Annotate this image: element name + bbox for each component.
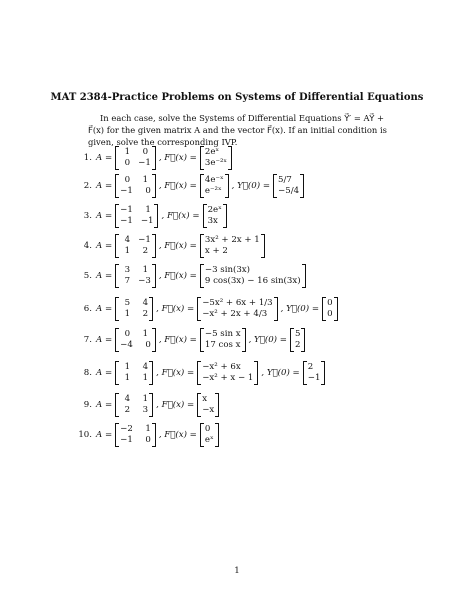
problem-item <box>70 204 230 228</box>
vector-f-entry: −x² + 6x <box>202 362 241 372</box>
forcing-label: , F⃗(x) = <box>156 304 195 314</box>
matrix-a-entry: 4 <box>142 362 149 372</box>
vector-f-entry: 2eˣ <box>207 205 222 215</box>
vector-f-entry: 4e⁻ˣ <box>204 175 224 185</box>
matrix-a-entry: −2 <box>120 424 133 434</box>
forcing-label: , F⃗(x) = <box>158 153 197 163</box>
matrix-a <box>115 234 156 258</box>
matrix-a-entry: 1 <box>145 205 151 215</box>
initial-vector-entry: 0 <box>327 298 333 308</box>
vector-f <box>200 174 229 198</box>
matrix-a-entry: 2 <box>124 405 131 415</box>
problem-item <box>70 146 235 170</box>
matrix-a-entry: 1 <box>142 394 149 404</box>
page-number: 1 <box>234 566 240 576</box>
vector-f-entry: x <box>202 394 208 404</box>
matrix-label: A = <box>96 304 113 314</box>
instructions: In each case, solve the Systems of Differential Equations Y⃗′ = AY⃗ + F⃗(x) for the given matrix A and the vector F⃗(x). If an initial condition is given, solve the corresponding IVP. <box>88 113 387 147</box>
matrix-a-entry: 0 <box>142 147 149 157</box>
forcing-label: , F⃗(x) = <box>156 368 195 378</box>
matrix-label: A = <box>96 241 113 251</box>
initial-vector <box>290 328 305 352</box>
matrix-a-row <box>120 235 151 246</box>
matrix-a-row <box>120 362 148 373</box>
problem-number: 8. <box>83 368 92 378</box>
vector-f-entry: x + 2 <box>204 246 228 256</box>
matrix-a-entry: 1 <box>124 362 131 372</box>
matrix-a-row <box>120 394 148 405</box>
vector-f <box>197 361 258 385</box>
matrix-a-entry: 3 <box>124 265 131 275</box>
matrix-a-row <box>120 405 148 416</box>
initial-condition-label: , Y⃗(0) = <box>261 368 300 378</box>
initial-vector-entry: 5/7 <box>278 175 292 185</box>
matrix-a-entry: 2 <box>142 246 149 256</box>
vector-f-entry: 2eˣ <box>204 147 220 157</box>
forcing-label: , F⃗(x) = <box>158 181 197 191</box>
matrix-a-entry: −1 <box>120 205 133 215</box>
matrix-a-entry: 0 <box>145 435 151 445</box>
vector-f-entry: 0 <box>204 424 211 434</box>
matrix-a-entry: −1 <box>138 158 151 168</box>
vector-f <box>200 146 232 170</box>
matrix-a-entry: −3 <box>138 276 151 286</box>
page-title: MAT 2384-Practice Problems on Systems of Differential Equations <box>50 92 424 103</box>
matrix-a-row <box>120 216 153 227</box>
problem-number: 9. <box>83 400 92 410</box>
matrix-a-row <box>120 435 151 446</box>
matrix-a-entry: −1 <box>120 186 133 196</box>
initial-vector-entry: 2 <box>307 362 314 372</box>
matrix-a-entry: 0 <box>124 329 131 339</box>
matrix-a-entry: 1 <box>142 329 149 339</box>
matrix-a-entry: −1 <box>120 435 133 445</box>
matrix-label: A = <box>96 400 113 410</box>
matrix-a-row <box>120 276 151 287</box>
matrix-a-entry: 0 <box>124 175 131 185</box>
matrix-a-entry: 4 <box>142 298 149 308</box>
problem-number: 10. <box>78 430 92 440</box>
matrix-a-row <box>120 424 151 435</box>
matrix-a-entry: −1 <box>120 216 133 226</box>
vector-f-entry: 3x² + 2x + 1 <box>204 235 260 245</box>
matrix-a-entry: 1 <box>142 265 149 275</box>
matrix-a-entry: 3 <box>142 405 149 415</box>
problem-number: 6. <box>83 304 92 314</box>
matrix-label: A = <box>96 271 113 281</box>
matrix-a-entry: 7 <box>124 276 131 286</box>
initial-vector-entry: 0 <box>327 309 333 319</box>
matrix-a <box>115 146 156 170</box>
vector-f <box>200 423 219 447</box>
matrix-a-entry: 2 <box>142 309 149 319</box>
initial-vector-entry: −1 <box>307 373 321 383</box>
matrix-a-entry: 1 <box>142 175 149 185</box>
problem-item <box>70 423 222 447</box>
vector-f <box>200 264 306 288</box>
matrix-label: A = <box>96 181 113 191</box>
matrix-a-row <box>120 175 151 186</box>
problem-item <box>70 174 307 198</box>
vector-f-entry: 17 cos x <box>204 340 241 350</box>
problem-item <box>70 328 308 352</box>
problem-number: 3. <box>83 211 92 221</box>
vector-f-entry: 3e⁻²ˣ <box>204 158 228 168</box>
initial-vector-entry: 2 <box>294 340 301 350</box>
forcing-label: , F⃗(x) = <box>156 400 195 410</box>
vector-f-entry: −x <box>202 405 215 415</box>
vector-f <box>200 328 246 352</box>
matrix-label: A = <box>96 335 113 345</box>
problem-item <box>70 393 222 417</box>
matrix-a-entry: 0 <box>145 340 151 350</box>
matrix-a-entry: 1 <box>124 373 131 383</box>
vector-f-entry: −5 sin x <box>204 329 241 339</box>
matrix-a <box>115 423 156 447</box>
matrix-a-row <box>120 298 148 309</box>
matrix-a <box>115 361 153 385</box>
matrix-a-entry: 1 <box>124 309 131 319</box>
matrix-a-entry: 0 <box>124 158 131 168</box>
vector-f-entry: −3 sin(3x) <box>204 265 251 275</box>
matrix-a <box>115 297 153 321</box>
matrix-a-entry: −1 <box>138 235 151 245</box>
problem-number: 1. <box>83 153 92 163</box>
matrix-a <box>115 174 156 198</box>
matrix-a-entry: 1 <box>124 147 131 157</box>
initial-vector <box>322 297 337 321</box>
matrix-a-row <box>120 309 148 320</box>
vector-f <box>197 297 277 321</box>
forcing-label: , F⃗(x) = <box>161 211 200 221</box>
problem-number: 4. <box>83 241 92 251</box>
matrix-a-row <box>120 340 151 351</box>
initial-vector <box>303 361 326 385</box>
vector-f-entry: 3x <box>207 216 218 226</box>
matrix-a-entry: 4 <box>124 394 131 404</box>
matrix-a-entry: 0 <box>145 186 151 196</box>
matrix-a-row <box>120 329 151 340</box>
matrix-a-entry: −4 <box>120 340 133 350</box>
vector-f-entry: −5x² + 6x + 1/3 <box>202 298 273 308</box>
problem-item <box>70 297 341 321</box>
matrix-a-entry: 1 <box>145 424 151 434</box>
matrix-a <box>115 328 156 352</box>
matrix-label: A = <box>96 368 113 378</box>
matrix-a-entry: 5 <box>124 298 131 308</box>
vector-f-entry: eˣ <box>204 435 214 445</box>
vector-f <box>197 393 219 417</box>
matrix-a-row <box>120 186 151 197</box>
matrix-a <box>115 393 153 417</box>
problem-number: 5. <box>83 271 92 281</box>
forcing-label: , F⃗(x) = <box>158 241 197 251</box>
vector-f-entry: 9 cos(3x) − 16 sin(3x) <box>204 276 301 286</box>
matrix-a-row <box>120 265 151 276</box>
matrix-a-row <box>120 205 153 216</box>
matrix-a-entry: 1 <box>124 246 131 256</box>
problem-number: 7. <box>83 335 92 345</box>
problem-item <box>70 234 268 258</box>
vector-f <box>200 234 265 258</box>
matrix-label: A = <box>96 211 113 221</box>
matrix-a-row <box>120 246 151 257</box>
initial-condition-label: , Y⃗(0) = <box>231 181 271 191</box>
initial-vector-entry: −5/4 <box>278 186 300 196</box>
vector-f-entry: −x² + x − 1 <box>202 373 254 383</box>
vector-f <box>203 204 227 228</box>
matrix-a-row <box>120 158 151 169</box>
matrix-a <box>115 204 158 228</box>
forcing-label: , F⃗(x) = <box>158 271 197 281</box>
matrix-label: A = <box>96 153 113 163</box>
matrix-a-row <box>120 373 148 384</box>
matrix-a-entry: 1 <box>142 373 149 383</box>
initial-condition-label: , Y⃗(0) = <box>248 335 287 345</box>
problem-number: 2. <box>83 181 92 191</box>
matrix-a-entry: 4 <box>124 235 131 245</box>
problem-item <box>70 264 309 288</box>
vector-f-entry: −x² + 2x + 4/3 <box>202 309 268 319</box>
matrix-label: A = <box>96 430 113 440</box>
vector-f-entry: e⁻²ˣ <box>204 186 222 196</box>
matrix-a-row <box>120 147 151 158</box>
initial-condition-label: , Y⃗(0) = <box>280 304 320 314</box>
forcing-label: , F⃗(x) = <box>158 430 197 440</box>
initial-vector <box>273 174 304 198</box>
forcing-label: , F⃗(x) = <box>158 335 197 345</box>
problem-item <box>70 361 328 385</box>
matrix-a <box>115 264 156 288</box>
matrix-a-entry: −1 <box>140 216 154 226</box>
initial-vector-entry: 5 <box>294 329 301 339</box>
